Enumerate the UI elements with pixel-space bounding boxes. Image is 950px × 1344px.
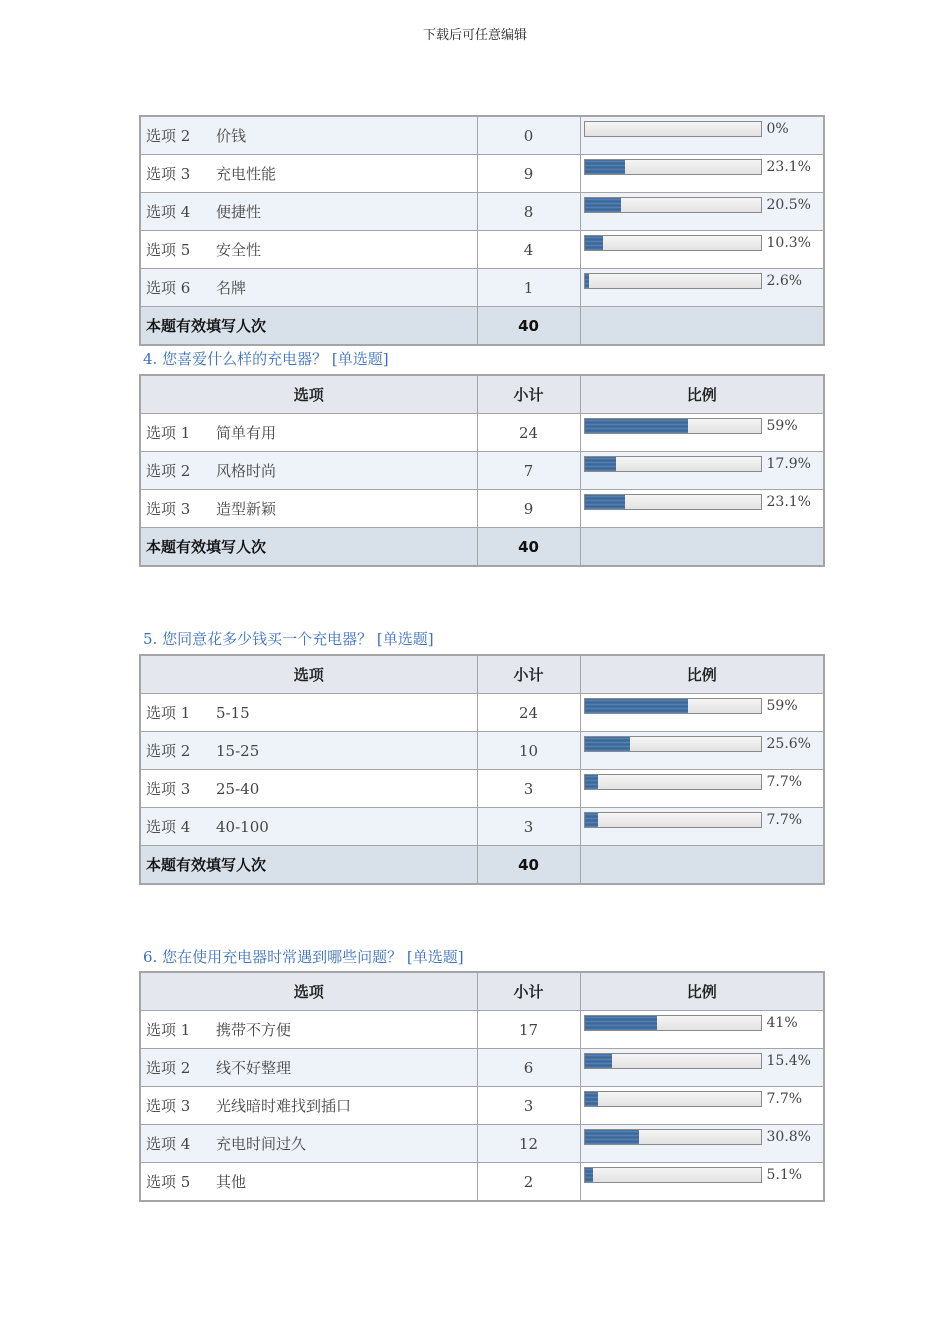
percent-label: 17.9%: [766, 456, 811, 472]
table-row: [140, 116, 824, 155]
percent-label: 5.1%: [766, 1167, 803, 1183]
option-label: 选项 2: [146, 462, 191, 480]
option-text: 5-15: [216, 704, 250, 722]
count-cell: 12: [477, 1125, 580, 1163]
option-cell: [140, 414, 477, 452]
progress-bar-fill: [585, 737, 630, 751]
option-cell: [140, 193, 477, 231]
option-cell: [140, 732, 477, 770]
progress-bar: [584, 774, 762, 790]
ratio-cell: [580, 414, 824, 452]
total-count: 40: [477, 528, 580, 567]
option-label: 选项 6: [146, 279, 191, 297]
percent-label: 59%: [766, 418, 798, 434]
progress-bar-fill: [585, 495, 626, 509]
table-row: [140, 808, 824, 846]
option-text: 造型新颖: [216, 500, 277, 518]
percent-label: 41%: [766, 1015, 798, 1031]
count-cell: 1: [477, 269, 580, 307]
table-row: [140, 1125, 824, 1163]
option-cell: [140, 1087, 477, 1125]
progress-bar: [584, 1167, 762, 1183]
header-ratio: 比例: [580, 972, 824, 1011]
progress-bar-fill: [585, 236, 603, 250]
percent-label: 20.5%: [766, 197, 811, 213]
table-row: [140, 452, 824, 490]
option-text: 便捷性: [216, 203, 262, 221]
ratio-cell: [580, 231, 824, 269]
count-cell: 10: [477, 732, 580, 770]
option-label: 选项 3: [146, 780, 191, 798]
q5-title: 5. 您同意花多少钱买一个充电器？ [单选题]: [143, 630, 434, 648]
table-header-row: [140, 655, 824, 694]
total-label: 本题有效填写人次: [140, 307, 477, 346]
q3-table: [139, 115, 825, 346]
total-count: 40: [477, 846, 580, 885]
progress-bar-fill: [585, 419, 689, 433]
option-text: 风格时尚: [216, 462, 277, 480]
percent-label: 0%: [766, 121, 789, 137]
total-empty-cell: [580, 528, 824, 567]
ratio-cell: [580, 732, 824, 770]
count-cell: 0: [477, 116, 580, 155]
option-cell: [140, 1011, 477, 1049]
table-row: [140, 1011, 824, 1049]
q4-title: 4. 您喜爱什么样的充电器？ [单选题]: [143, 350, 389, 368]
progress-bar-fill: [585, 1092, 599, 1106]
q6-title: 6. 您在使用充电器时常遇到哪些问题？ [单选题]: [143, 948, 464, 966]
progress-bar: [584, 736, 762, 752]
option-label: 选项 4: [146, 818, 191, 836]
percent-label: 59%: [766, 698, 798, 714]
header-ratio: 比例: [580, 655, 824, 694]
option-cell: [140, 116, 477, 155]
q6-table: [139, 971, 825, 1202]
total-count: 40: [477, 307, 580, 346]
progress-bar-fill: [585, 813, 599, 827]
total-empty-cell: [580, 307, 824, 346]
percent-label: 7.7%: [766, 774, 803, 790]
count-cell: 7: [477, 452, 580, 490]
q5-table: [139, 654, 825, 885]
total-empty-cell: [580, 846, 824, 885]
progress-bar-fill: [585, 1054, 612, 1068]
count-cell: 24: [477, 694, 580, 732]
option-text: 简单有用: [216, 424, 277, 442]
count-cell: 3: [477, 1087, 580, 1125]
option-label: 选项 5: [146, 1173, 191, 1191]
table-row: [140, 1163, 824, 1202]
option-label: 选项 2: [146, 742, 191, 760]
table-header-row: [140, 375, 824, 414]
table-header-row: [140, 972, 824, 1011]
table-row: [140, 770, 824, 808]
total-row: [140, 846, 824, 885]
progress-bar-fill: [585, 457, 617, 471]
count-cell: 8: [477, 193, 580, 231]
q5-table-block: [139, 654, 823, 885]
percent-label: 30.8%: [766, 1129, 811, 1145]
total-label: 本题有效填写人次: [140, 846, 477, 885]
option-cell: [140, 452, 477, 490]
option-text: 价钱: [216, 127, 247, 145]
progress-bar: [584, 1129, 762, 1145]
q4-table-block: [139, 374, 823, 567]
ratio-cell: [580, 1049, 824, 1087]
percent-label: 2.6%: [766, 273, 803, 289]
option-text: 25-40: [216, 780, 260, 798]
header-count: 小计: [477, 655, 580, 694]
q3-table-block: [139, 115, 823, 346]
header-option: 选项: [140, 655, 477, 694]
percent-label: 7.7%: [766, 1091, 803, 1107]
header-ratio: 比例: [580, 375, 824, 414]
option-cell: [140, 155, 477, 193]
option-text: 40-100: [216, 818, 269, 836]
count-cell: 24: [477, 414, 580, 452]
table-row: [140, 269, 824, 307]
header-option: 选项: [140, 972, 477, 1011]
percent-label: 15.4%: [766, 1053, 811, 1069]
option-cell: [140, 269, 477, 307]
count-cell: 17: [477, 1011, 580, 1049]
progress-bar-fill: [585, 699, 689, 713]
ratio-cell: [580, 490, 824, 528]
ratio-cell: [580, 1163, 824, 1202]
progress-bar: [584, 273, 762, 289]
option-text: 充电时间过久: [216, 1135, 307, 1153]
progress-bar: [584, 159, 762, 175]
ratio-cell: [580, 1011, 824, 1049]
option-cell: [140, 1125, 477, 1163]
percent-label: 23.1%: [766, 494, 811, 510]
option-label: 选项 3: [146, 1097, 191, 1115]
option-cell: [140, 490, 477, 528]
progress-bar: [584, 1015, 762, 1031]
progress-bar-fill: [585, 198, 621, 212]
progress-bar: [584, 121, 762, 137]
table-row: [140, 155, 824, 193]
option-cell: [140, 1163, 477, 1202]
q4-table: [139, 374, 825, 567]
table-row: [140, 1087, 824, 1125]
ratio-cell: [580, 452, 824, 490]
ratio-cell: [580, 1087, 824, 1125]
progress-bar: [584, 418, 762, 434]
percent-label: 25.6%: [766, 736, 811, 752]
ratio-cell: [580, 269, 824, 307]
option-label: 选项 1: [146, 1021, 191, 1039]
header-count: 小计: [477, 375, 580, 414]
progress-bar-fill: [585, 274, 590, 288]
ratio-cell: [580, 155, 824, 193]
ratio-cell: [580, 770, 824, 808]
option-cell: [140, 1049, 477, 1087]
option-text: 携带不方便: [216, 1021, 292, 1039]
count-cell: 2: [477, 1163, 580, 1202]
option-label: 选项 4: [146, 203, 191, 221]
option-cell: [140, 808, 477, 846]
option-text: 其他: [216, 1173, 247, 1191]
table-row: [140, 732, 824, 770]
percent-label: 23.1%: [766, 159, 811, 175]
ratio-cell: [580, 694, 824, 732]
option-label: 选项 2: [146, 127, 191, 145]
total-row: [140, 307, 824, 346]
option-label: 选项 1: [146, 424, 191, 442]
progress-bar: [584, 494, 762, 510]
progress-bar-fill: [585, 160, 626, 174]
count-cell: 4: [477, 231, 580, 269]
table-row: [140, 1049, 824, 1087]
option-text: 充电性能: [216, 165, 277, 183]
option-label: 选项 5: [146, 241, 191, 259]
option-text: 光线暗时难找到插口: [216, 1097, 352, 1115]
option-label: 选项 1: [146, 704, 191, 722]
option-label: 选项 4: [146, 1135, 191, 1153]
option-text: 安全性: [216, 241, 262, 259]
ratio-cell: [580, 193, 824, 231]
progress-bar-fill: [585, 1130, 639, 1144]
count-cell: 3: [477, 808, 580, 846]
count-cell: 9: [477, 155, 580, 193]
option-cell: [140, 231, 477, 269]
header-count: 小计: [477, 972, 580, 1011]
ratio-cell: [580, 808, 824, 846]
option-cell: [140, 694, 477, 732]
progress-bar-fill: [585, 1016, 657, 1030]
q6-table-block: [139, 971, 823, 1202]
header-option: 选项: [140, 375, 477, 414]
table-row: [140, 694, 824, 732]
progress-bar: [584, 456, 762, 472]
table-row: [140, 193, 824, 231]
total-row: [140, 528, 824, 567]
progress-bar: [584, 812, 762, 828]
progress-bar: [584, 698, 762, 714]
progress-bar: [584, 1053, 762, 1069]
progress-bar: [584, 197, 762, 213]
ratio-cell: [580, 1125, 824, 1163]
progress-bar-fill: [585, 1168, 594, 1182]
percent-label: 7.7%: [766, 812, 803, 828]
total-label: 本题有效填写人次: [140, 528, 477, 567]
table-row: [140, 414, 824, 452]
option-text: 线不好整理: [216, 1059, 292, 1077]
ratio-cell: [580, 116, 824, 155]
progress-bar-fill: [585, 775, 599, 789]
percent-label: 10.3%: [766, 235, 811, 251]
table-row: [140, 490, 824, 528]
count-cell: 3: [477, 770, 580, 808]
option-text: 名牌: [216, 279, 247, 297]
progress-bar: [584, 1091, 762, 1107]
progress-bar: [584, 235, 762, 251]
option-text: 15-25: [216, 742, 260, 760]
option-label: 选项 3: [146, 500, 191, 518]
page-header: 下载后可任意编辑: [422, 28, 527, 43]
option-label: 选项 2: [146, 1059, 191, 1077]
count-cell: 6: [477, 1049, 580, 1087]
table-row: [140, 231, 824, 269]
option-label: 选项 3: [146, 165, 191, 183]
option-cell: [140, 770, 477, 808]
count-cell: 9: [477, 490, 580, 528]
